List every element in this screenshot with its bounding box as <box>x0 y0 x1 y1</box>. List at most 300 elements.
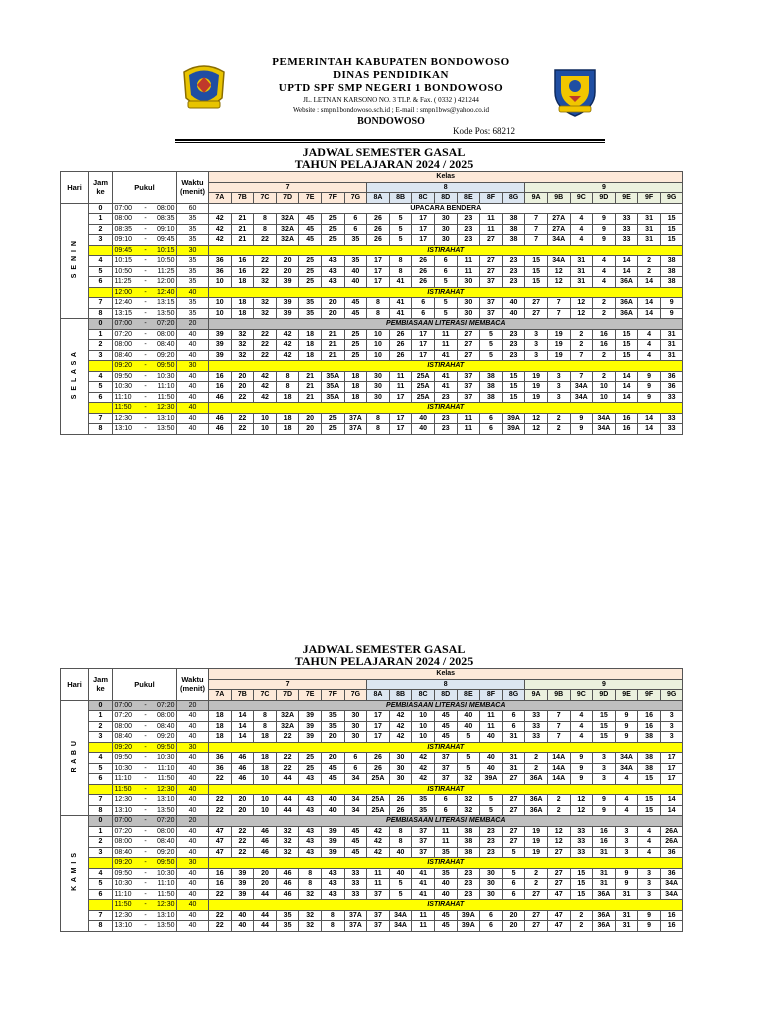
class-cell: 40 <box>231 921 254 932</box>
waktu-menit: 35 <box>177 266 209 277</box>
pukul-range <box>113 910 177 921</box>
header-class: 9G <box>660 193 683 204</box>
class-cell: 47 <box>209 847 232 858</box>
class-cell: 18 <box>276 424 299 435</box>
class-cell: 11 <box>389 382 412 393</box>
class-cell: 36A <box>615 277 638 288</box>
class-cell: 35 <box>321 721 344 732</box>
class-cell: 6 <box>502 711 525 722</box>
time-dash: - <box>144 743 147 751</box>
class-cell: 16 <box>638 711 661 722</box>
class-cell: 15 <box>615 350 638 361</box>
class-cell: 37 <box>434 774 457 785</box>
class-cell: 26A <box>660 826 683 837</box>
time-dash: - <box>144 712 147 720</box>
time-to: 07:20 <box>156 320 175 328</box>
class-cell: 27 <box>525 298 548 309</box>
class-cell: 9 <box>638 392 661 403</box>
class-cell: 40 <box>480 763 503 774</box>
class-cell: 27A <box>547 214 570 225</box>
time-to: 09:50 <box>156 743 175 751</box>
class-cell: 33 <box>570 847 593 858</box>
time-from: 07:00 <box>114 204 133 212</box>
class-cell: 47 <box>547 910 570 921</box>
class-cell: 36 <box>660 868 683 879</box>
time-to: 12:30 <box>156 901 175 909</box>
class-cell: 10 <box>593 382 616 393</box>
header-hari: Hari <box>61 172 89 204</box>
class-cell: 10 <box>367 350 390 361</box>
pukul-range <box>113 350 177 361</box>
class-cell: 36 <box>209 753 232 764</box>
pukul-range <box>113 298 177 309</box>
pukul-range <box>113 795 177 806</box>
time-dash: - <box>144 225 147 233</box>
jam-ke <box>89 361 113 372</box>
class-cell: 20 <box>502 921 525 932</box>
header-jam-ke: Jam ke <box>89 172 113 204</box>
time-to: 11:10 <box>157 764 175 772</box>
class-cell: 36A <box>615 298 638 309</box>
class-cell: 32 <box>254 298 277 309</box>
class-cell: 30 <box>344 721 367 732</box>
schedule-row <box>61 413 683 424</box>
waktu-menit: 40 <box>177 382 209 393</box>
class-cell: 35A <box>321 392 344 403</box>
class-cell: 38 <box>660 256 683 267</box>
waktu-menit: 35 <box>177 277 209 288</box>
pukul-range <box>113 392 177 403</box>
class-cell: 20 <box>299 424 322 435</box>
time-to: 13:10 <box>156 911 175 919</box>
jam-ke: 2 <box>89 224 113 235</box>
class-cell: 23 <box>457 224 480 235</box>
class-cell: 26 <box>412 277 435 288</box>
class-cell: 34A <box>660 889 683 900</box>
time-from: 13:10 <box>114 922 133 930</box>
class-cell: 25 <box>299 277 322 288</box>
class-cell: 36 <box>660 847 683 858</box>
activity-band: ISTIRAHAT <box>209 361 683 372</box>
header-class: 7G <box>344 193 367 204</box>
pukul-range <box>113 235 177 246</box>
header-jam-ke: Jam ke <box>89 669 113 701</box>
header-class: 7A <box>209 690 232 701</box>
pukul-range <box>113 413 177 424</box>
waktu-menit: 40 <box>177 910 209 921</box>
class-cell: 42 <box>389 721 412 732</box>
class-cell: 16 <box>209 879 232 890</box>
class-cell: 7 <box>547 308 570 319</box>
class-cell: 40 <box>502 308 525 319</box>
class-cell: 17 <box>660 753 683 764</box>
time-dash: - <box>144 309 147 317</box>
class-cell: 37 <box>367 910 390 921</box>
class-cell: 27 <box>502 837 525 848</box>
header-class: 7C <box>254 193 277 204</box>
class-cell: 41 <box>412 879 435 890</box>
time-dash: - <box>144 754 147 762</box>
header-class: 8F <box>480 690 503 701</box>
class-cell: 25A <box>412 392 435 403</box>
class-cell: 32 <box>299 910 322 921</box>
class-cell: 38 <box>502 224 525 235</box>
class-cell: 40 <box>457 721 480 732</box>
waktu-menit: 35 <box>177 308 209 319</box>
class-cell: 31 <box>502 753 525 764</box>
day-name <box>61 700 89 816</box>
class-cell: 39A <box>480 774 503 785</box>
header-waktu: Waktu (menit) <box>177 172 209 204</box>
jam-ke: 8 <box>89 424 113 435</box>
time-dash: - <box>144 278 147 286</box>
class-cell: 5 <box>389 214 412 225</box>
time-from: 12:30 <box>114 911 133 919</box>
class-cell: 8 <box>367 413 390 424</box>
class-cell: 12 <box>570 298 593 309</box>
time-to: 08:00 <box>156 827 175 835</box>
class-cell: 15 <box>570 868 593 879</box>
class-cell: 6 <box>434 266 457 277</box>
class-cell: 10 <box>254 795 277 806</box>
jam-ke: 3 <box>89 847 113 858</box>
header-class: 7F <box>321 193 344 204</box>
time-dash: - <box>144 764 147 772</box>
class-cell: 14A <box>547 774 570 785</box>
class-cell: 20 <box>254 879 277 890</box>
header-class: 7C <box>254 690 277 701</box>
class-cell: 37 <box>434 763 457 774</box>
jam-ke: 6 <box>89 277 113 288</box>
class-cell: 35 <box>276 910 299 921</box>
class-cell: 35 <box>321 711 344 722</box>
class-cell: 21 <box>231 224 254 235</box>
class-cell: 9 <box>593 214 616 225</box>
class-cell: 22 <box>209 921 232 932</box>
header-class: 8C <box>412 690 435 701</box>
class-cell: 31 <box>660 329 683 340</box>
class-cell: 18 <box>254 763 277 774</box>
time-from: 09:20 <box>114 743 133 751</box>
waktu-menit: 40 <box>177 721 209 732</box>
time-to: 08:40 <box>156 722 175 730</box>
class-cell: 39 <box>209 329 232 340</box>
class-cell: 2 <box>547 805 570 816</box>
class-cell: 38 <box>638 763 661 774</box>
header-row <box>61 669 683 680</box>
class-cell: 26 <box>389 340 412 351</box>
class-cell: 42 <box>276 340 299 351</box>
pukul-range <box>113 753 177 764</box>
activity-band: PEMBIASAAN LITERASI MEMBACA <box>209 319 683 330</box>
class-cell: 25A <box>367 795 390 806</box>
class-cell: 45 <box>434 711 457 722</box>
waktu-menit: 30 <box>177 742 209 753</box>
class-cell: 18 <box>209 721 232 732</box>
class-cell: 36A <box>593 889 616 900</box>
class-cell: 43 <box>321 277 344 288</box>
class-cell: 17 <box>412 224 435 235</box>
class-cell: 15 <box>502 371 525 382</box>
class-cell: 40 <box>480 753 503 764</box>
class-cell: 40 <box>389 847 412 858</box>
jam-ke: 8 <box>89 921 113 932</box>
class-cell: 35 <box>434 868 457 879</box>
class-cell: 17 <box>367 732 390 743</box>
time-to: 10:30 <box>156 754 175 762</box>
class-cell: 39 <box>276 298 299 309</box>
schedule-subtitle: TAHUN PELAJARAN 2024 / 2025 <box>294 654 474 668</box>
class-cell: 34 <box>344 795 367 806</box>
class-cell: 22 <box>231 424 254 435</box>
class-cell: 31 <box>593 879 616 890</box>
class-cell: 14 <box>660 795 683 806</box>
class-cell: 30 <box>434 235 457 246</box>
class-cell: 19 <box>547 350 570 361</box>
class-cell: 32 <box>231 350 254 361</box>
class-cell: 3 <box>525 340 548 351</box>
class-cell: 47 <box>209 837 232 848</box>
class-cell: 31 <box>502 732 525 743</box>
class-cell: 8 <box>389 266 412 277</box>
time-dash: - <box>144 246 147 254</box>
class-cell: 43 <box>321 889 344 900</box>
schedule-row <box>61 910 683 921</box>
class-cell: 42 <box>412 763 435 774</box>
class-cell: 23 <box>502 256 525 267</box>
class-cell: 31 <box>660 350 683 361</box>
class-cell: 16 <box>209 868 232 879</box>
class-cell: 36A <box>593 910 616 921</box>
class-cell: 25 <box>299 266 322 277</box>
class-cell: 30 <box>457 308 480 319</box>
jam-ke: 3 <box>89 350 113 361</box>
class-cell: 22 <box>231 826 254 837</box>
waktu-menit: 40 <box>177 711 209 722</box>
class-cell: 31 <box>570 256 593 267</box>
class-cell: 20 <box>231 371 254 382</box>
class-cell: 7 <box>570 371 593 382</box>
time-from: 13:10 <box>114 806 133 814</box>
time-from: 11:50 <box>114 785 132 793</box>
class-cell: 20 <box>254 868 277 879</box>
class-cell: 3 <box>615 847 638 858</box>
class-cell: 22 <box>276 753 299 764</box>
class-cell: 4 <box>570 732 593 743</box>
class-cell: 43 <box>321 256 344 267</box>
class-cell: 21 <box>299 382 322 393</box>
class-cell: 14 <box>638 277 661 288</box>
letterhead-website: Website : smpn1bondowoso.sch.id ; E-mail : smpn1bws@yahoo.co.id <box>292 106 490 114</box>
jam-ke: 7 <box>89 910 113 921</box>
class-cell: 37 <box>367 889 390 900</box>
pukul-range <box>113 763 177 774</box>
pukul-range <box>113 700 177 711</box>
class-cell: 8 <box>367 308 390 319</box>
class-cell: 22 <box>254 266 277 277</box>
class-cell: 26 <box>367 753 390 764</box>
class-cell: 11 <box>480 721 503 732</box>
class-cell: 2 <box>547 413 570 424</box>
header-class: 9F <box>638 193 661 204</box>
pukul-range <box>113 424 177 435</box>
class-cell: 2 <box>525 763 548 774</box>
class-cell: 30 <box>389 763 412 774</box>
time-from: 12:40 <box>114 299 133 307</box>
class-cell: 19 <box>525 392 548 403</box>
class-cell: 27 <box>457 329 480 340</box>
class-cell: 43 <box>299 795 322 806</box>
class-cell: 8 <box>389 256 412 267</box>
time-from: 11:10 <box>114 775 132 783</box>
class-cell: 9 <box>593 795 616 806</box>
class-cell: 45 <box>434 921 457 932</box>
class-cell: 6 <box>412 308 435 319</box>
class-cell: 30 <box>480 889 503 900</box>
waktu-menit: 40 <box>177 329 209 340</box>
class-cell: 46 <box>254 837 277 848</box>
class-cell: 41 <box>434 350 457 361</box>
class-cell: 27 <box>480 235 503 246</box>
class-cell: 36A <box>615 308 638 319</box>
class-cell: 40 <box>480 732 503 743</box>
header-class: 7B <box>231 193 254 204</box>
class-cell: 22 <box>254 329 277 340</box>
class-cell: 15 <box>638 805 661 816</box>
time-dash: - <box>144 722 147 730</box>
time-from: 08:00 <box>114 215 133 223</box>
class-cell: 22 <box>276 732 299 743</box>
class-cell: 15 <box>502 392 525 403</box>
time-to: 09:50 <box>156 859 175 867</box>
time-from: 10:30 <box>114 383 133 391</box>
time-dash: - <box>144 869 147 877</box>
class-cell: 40 <box>344 266 367 277</box>
jam-ke: 2 <box>89 340 113 351</box>
time-dash: - <box>144 351 147 359</box>
header-class: 9B <box>547 690 570 701</box>
class-cell: 15 <box>615 329 638 340</box>
class-cell: 30 <box>344 732 367 743</box>
class-cell: 4 <box>615 774 638 785</box>
class-cell: 6 <box>434 805 457 816</box>
time-from: 09:50 <box>114 869 133 877</box>
class-cell: 42 <box>412 753 435 764</box>
class-cell: 31 <box>593 868 616 879</box>
class-cell: 19 <box>525 847 548 858</box>
class-cell: 34A <box>547 235 570 246</box>
class-cell: 43 <box>299 805 322 816</box>
class-cell: 17 <box>389 392 412 403</box>
class-cell: 36 <box>660 371 683 382</box>
time-from: 09:20 <box>114 859 133 867</box>
class-cell: 9 <box>615 879 638 890</box>
header-class: 7B <box>231 690 254 701</box>
class-cell: 30 <box>367 382 390 393</box>
class-cell: 26 <box>367 763 390 774</box>
schedule-row <box>61 424 683 435</box>
class-cell: 11 <box>412 921 435 932</box>
class-cell: 45 <box>321 774 344 785</box>
class-cell: 22 <box>231 847 254 858</box>
class-cell: 45 <box>434 721 457 732</box>
schedule-row <box>61 203 683 214</box>
class-cell: 5 <box>389 889 412 900</box>
class-cell: 11 <box>480 224 503 235</box>
class-cell: 35 <box>434 847 457 858</box>
class-cell: 11 <box>480 711 503 722</box>
day-name <box>61 816 89 932</box>
class-cell: 37 <box>480 277 503 288</box>
schedule-row <box>61 392 683 403</box>
waktu-menit: 40 <box>177 403 209 414</box>
class-cell: 32 <box>254 308 277 319</box>
class-cell: 2 <box>593 298 616 309</box>
class-cell: 7 <box>547 711 570 722</box>
class-cell: 4 <box>570 711 593 722</box>
class-cell: 2 <box>570 340 593 351</box>
header-class: 9C <box>570 193 593 204</box>
class-cell: 32 <box>231 340 254 351</box>
waktu-menit: 40 <box>177 413 209 424</box>
class-cell: 27 <box>502 805 525 816</box>
jam-ke: 5 <box>89 382 113 393</box>
class-cell: 31 <box>570 277 593 288</box>
class-cell: 9 <box>593 224 616 235</box>
waktu-menit: 40 <box>177 795 209 806</box>
class-cell: 27 <box>502 774 525 785</box>
class-cell: 42 <box>367 847 390 858</box>
class-cell: 23 <box>480 837 503 848</box>
letterhead-divider <box>175 139 605 141</box>
class-cell: 43 <box>299 826 322 837</box>
pukul-range <box>113 308 177 319</box>
class-cell: 5 <box>480 340 503 351</box>
class-cell: 32A <box>276 235 299 246</box>
time-from: 08:40 <box>114 351 133 359</box>
class-cell: 46 <box>254 826 277 837</box>
letterhead-address: JL. LETNAN KARSONO NO. 3 TLP. & Fax. ( 0332 ) 421244 <box>303 96 479 104</box>
class-cell: 33 <box>525 711 548 722</box>
class-cell: 5 <box>480 805 503 816</box>
class-cell: 37 <box>434 753 457 764</box>
header-class: 7F <box>321 690 344 701</box>
class-cell: 37A <box>344 921 367 932</box>
waktu-menit: 35 <box>177 256 209 267</box>
time-from: 11:25 <box>114 278 132 286</box>
class-cell: 14 <box>615 392 638 403</box>
class-cell: 20 <box>321 298 344 309</box>
class-cell: 42 <box>367 837 390 848</box>
class-cell: 27 <box>547 879 570 890</box>
class-cell: 41 <box>389 298 412 309</box>
header-class: 8C <box>412 193 435 204</box>
class-cell: 2 <box>593 350 616 361</box>
class-cell: 27 <box>525 308 548 319</box>
schedule-row <box>61 858 683 869</box>
class-cell: 3 <box>547 392 570 403</box>
class-cell: 11 <box>457 424 480 435</box>
class-cell: 18 <box>276 413 299 424</box>
class-cell: 12 <box>525 424 548 435</box>
bondowoso-regency-crest-icon <box>178 62 230 114</box>
jam-ke: 7 <box>89 795 113 806</box>
class-cell: 27 <box>457 340 480 351</box>
class-cell: 32 <box>457 774 480 785</box>
class-cell: 26A <box>660 837 683 848</box>
pukul-range <box>113 837 177 848</box>
waktu-menit: 40 <box>177 732 209 743</box>
